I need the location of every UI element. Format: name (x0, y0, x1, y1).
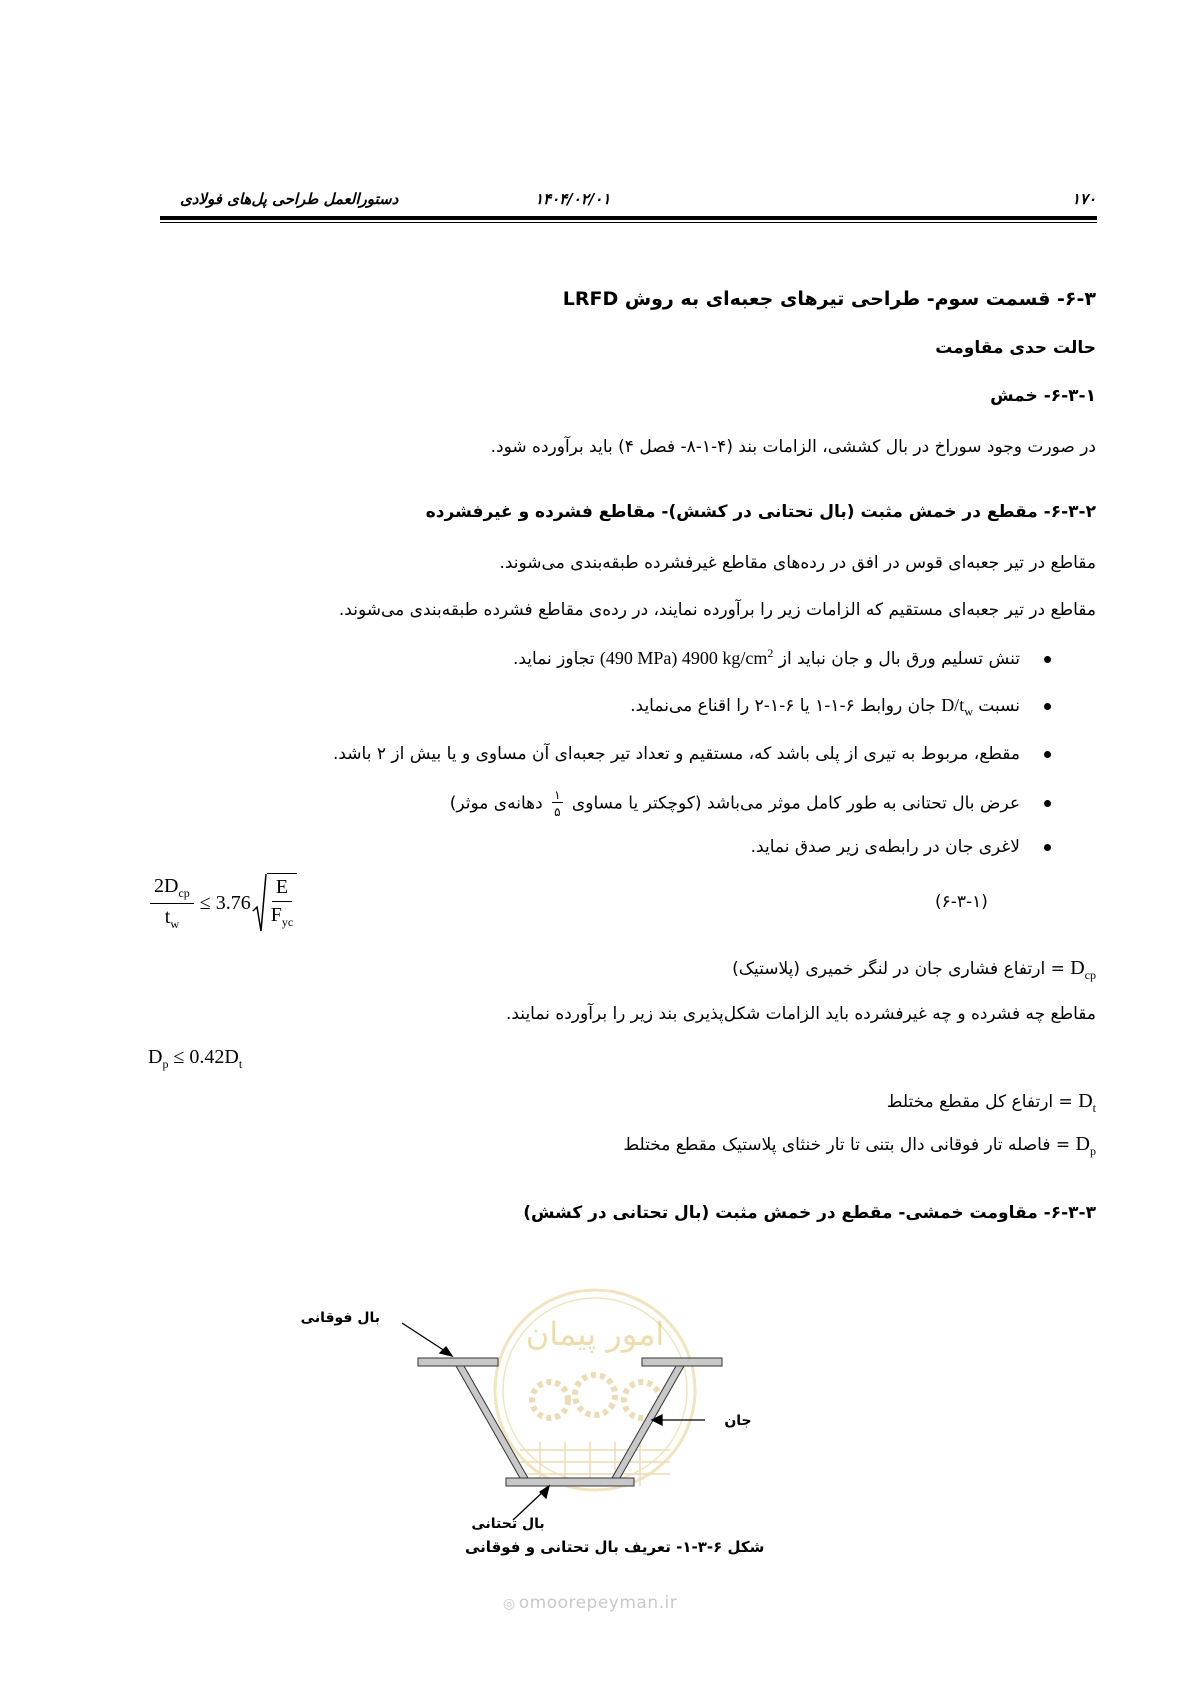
heading-6-3-3: ۶-۳-۳- مقاومت خمشی- مقطع در خمش مثبت (بال تحتانی در کشش) (523, 1203, 1096, 1223)
bullet-straight-bridge: مقطع، مربوط به تیری از پلی باشد که، مستقیم و تعداد تیر جعبه‌ای آن مساوی و یا بیش از ۲ باشد. (333, 744, 1051, 764)
bottom-flange (506, 1478, 634, 1486)
web-left (456, 1366, 528, 1478)
arrow-bottom-flange (513, 1486, 549, 1520)
page-number: ۱۷۰ (1071, 190, 1096, 208)
header-title: دستورالعمل طراحی پل‌های فولادی (180, 190, 399, 208)
definition-dcp: $D_{cp}$ = ارتفاع فشاری جان در لنگر خمیری (پلاستیک) (732, 957, 1096, 982)
bullet-effective-width: عرض بال تحتانی به طور کامل موثر می‌باشد (کوچکتر یا مساوی $\frac{۱}{۵}$ دهانه‌ی موثر) (450, 788, 1051, 819)
header-rule (160, 216, 1097, 220)
top-flange-right (642, 1358, 722, 1366)
label-top-flange: بال فوقانی (300, 1310, 380, 1326)
label-bottom-flange: بال تحتانی (471, 1516, 545, 1532)
heading-6-3-2: ۶-۳-۲- مقطع در خمش مثبت (بال تحتانی در کشش)- مقاطع فشرده و غیرفشرده (425, 502, 1096, 522)
header-rule-thin (160, 222, 1097, 223)
top-flange-left (418, 1358, 498, 1366)
definition-dp: $D_p$ = فاصله تار فوقانی دال بتنی تا تار خنثای پلاستیک مقطع مختلط (623, 1133, 1096, 1158)
bullet-dot (1044, 844, 1051, 851)
paragraph-straight-box: مقاطع در تیر جعبه‌ای مستقیم که الزامات زیر را برآورده نمایند، در رده‌ی مقاطع فشرده طبقه‌بندی می‌شوند. (338, 600, 1096, 620)
arrow-web (652, 1415, 705, 1425)
watermark-url: ◎ omoorepeyman.ir (503, 1593, 678, 1613)
paragraph-6-3-1: در صورت وجود سوراخ در بال کششی، الزامات بند (۴-۱-۸- فصل ۴) باید برآورده شود. (490, 437, 1096, 457)
section-subtitle: حالت حدی مقاومت (935, 338, 1096, 358)
paragraph-arched-box: مقاطع در تیر جعبه‌ای قوس در افق در رده‌های مقاطع غیرفشرده طبقه‌بندی می‌شوند. (499, 553, 1096, 573)
bullet-web-slenderness: لاغری جان در رابطه‌ی زیر صدق نماید. (751, 837, 1051, 857)
equation-ductility: $D_p \le 0.42D_t$ (148, 1046, 243, 1071)
bullet-dot (1044, 751, 1051, 758)
definition-dt: $D_t$ = ارتفاع کل مقطع مختلط (886, 1090, 1096, 1115)
arrow-top-flange (402, 1323, 452, 1356)
section-title: ۶-۳- قسمت سوم- طراحی تیرهای جعبه‌ای به روش LRFD (562, 288, 1096, 310)
bullet-dot (1044, 800, 1051, 807)
paragraph-ductility: مقاطع چه فشرده و چه غیرفشرده باید الزامات شکل‌پذیری بند زیر را برآورده نمایند. (505, 1004, 1096, 1024)
eq-fraction: $\frac{2D_{cp}}{t_w}$ (150, 875, 194, 932)
watermark-logo: امور پیمان (525, 1315, 665, 1353)
heading-6-3-1: ۶-۳-۱- خمش (990, 386, 1096, 406)
bullet-dot (1044, 703, 1051, 710)
bullet-yield-stress: تنش تسلیم ورق بال و جان نباید از (490 MPa) 4900 $kg/cm^2$ تجاوز نماید. (513, 646, 1051, 669)
equation-label-6-3-1: (۶-۳-۱) (935, 892, 988, 912)
box-girder-figure (300, 1250, 810, 1550)
bullet-dot (1044, 656, 1051, 663)
sqrt-sign: $\frac{E}{F_{yc}}$ (253, 873, 297, 933)
header-date: ۱۴۰۴/۰۲/۰۱ (535, 190, 611, 208)
label-web: جان (724, 1413, 752, 1429)
equation-6-3-1: $\frac{2D_{cp}}{t_w}$ ≤ 3.76 $\frac{E}{F_{yc}}$ (150, 873, 297, 933)
bullet-web-ratio: نسبت $D/t_w$ جان روابط ۶-۱-۱ یا ۶-۱-۲ را اقناع می‌نماید. (630, 695, 1051, 720)
figure-caption: شکل ۶-۳-۱- تعریف بال تحتانی و فوقانی (465, 1538, 765, 1556)
